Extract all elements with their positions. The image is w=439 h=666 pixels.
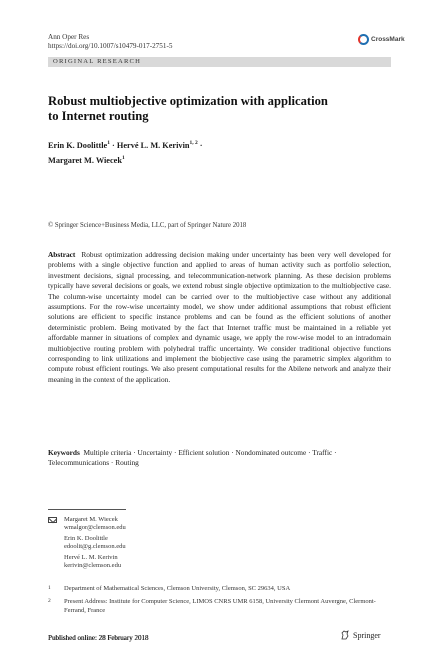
- keywords-label: Keywords: [48, 448, 80, 457]
- footnote-text: Present Address: Institute for Computer Science, LIMOS CNRS UMR 6158, University Clermont Auvergne, Clermont-Ferrand, France: [64, 598, 376, 614]
- contact-email[interactable]: wmalgor@clemson.edu: [64, 524, 126, 532]
- contact-email[interactable]: kerivin@clemson.edu: [64, 562, 122, 570]
- contact-name: Erin K. Doolittle: [64, 534, 108, 542]
- affiliation-marker: 1: [107, 140, 110, 146]
- crossmark-badge[interactable]: [358, 34, 405, 45]
- author-line-1: [48, 137, 368, 152]
- crossmark-label: CrossMark: [371, 36, 405, 43]
- author-name[interactable]: Hervé L. M. Kerivin: [116, 140, 190, 150]
- contact-name: Margaret M. Wiecek: [64, 516, 118, 523]
- copyright-notice: © Springer Science+Business Media, LLC, part of Springer Nature 2018: [48, 222, 247, 229]
- author-separator: ·: [197, 140, 203, 150]
- footnote-divider: [48, 509, 126, 510]
- footnote-text: Department of Mathematical Sciences, Clemson University, Clemson, SC 29634, USA: [64, 585, 291, 592]
- footnote: [48, 585, 391, 593]
- corresponding-author: [48, 516, 126, 533]
- contact-entry: [48, 535, 126, 552]
- crossmark-icon: [358, 34, 369, 45]
- author-list: [48, 137, 368, 167]
- section-label: ORIGINAL RESEARCH: [53, 58, 142, 65]
- publisher-name: Springer: [353, 630, 381, 640]
- abstract-label: Abstract: [48, 250, 76, 259]
- footnote-number: 2: [48, 598, 51, 605]
- title-line-2: to Internet routing: [48, 109, 149, 123]
- abstract-text: Robust optimization addressing decision making under uncertainty has been very well developed for problems with a single objective function and applied to areas of human activity such as portfolio selection, investment decisions, signal processing, and telecommunication-network planning. As these decision problems typically have several decisions or goals, we extend robust single objective optimization to the multiobjective case. The column-wise uncertainty model can be carried over to the multiobjective case without any additional assumptions. For the row-wise uncertainty model, we show under additional assumptions that robust efficient solutions are efficient to specific instance problems and can be found as the efficient solutions of another deterministic problem. Being motivated by the fact that Internet traffic must be maintained in a reliable yet affordable manner in situations of complex and dynamic usage, we apply the row-wise model to an intradomain multiobjective routing problem with polyhedral traffic uncertainty. We consider traditional objective functions corresponding to link utilizations and implement the biobjective case using the parametric simplex algorithm to compute robust efficient routings. We also present computational results for the Abilene network and analyze their meaning in the context of the application.: [48, 250, 391, 384]
- contact-name: Hervé L. M. Kerivin: [64, 553, 118, 561]
- footnote-number: 1: [48, 585, 51, 591]
- contact-email[interactable]: edoolit@g.clemson.edu: [64, 543, 126, 551]
- springer-horse-icon: [340, 630, 350, 640]
- publisher-logo: [340, 630, 381, 640]
- keywords: [48, 448, 391, 469]
- contact-entry: [48, 554, 126, 571]
- title-line-1: Robust multiobjective optimization with application: [48, 94, 328, 108]
- author-name[interactable]: Margaret M. Wiecek: [48, 155, 122, 165]
- affiliation-marker: 1, 2: [189, 140, 198, 146]
- contact-list: [48, 516, 126, 572]
- author-separator: ·: [109, 140, 117, 150]
- affiliation-footnotes: [48, 585, 391, 620]
- affiliation-marker: 1: [121, 154, 125, 161]
- journal-name: Ann Oper Res: [48, 33, 90, 41]
- publication-date: Published online: 28 February 2018: [48, 634, 149, 642]
- keywords-text: Multiple criteria · Uncertainty · Efficient solution · Nondominated outcome · Traffic · Telecommunications · Routing: [48, 448, 337, 468]
- author-line-2: [48, 152, 368, 167]
- abstract: [48, 250, 391, 385]
- section-bar: [48, 57, 391, 67]
- doi-link[interactable]: https://doi.org/10.1007/s10479-017-2751-5: [48, 42, 173, 50]
- envelope-icon: [48, 517, 57, 523]
- paper-title: [48, 94, 368, 124]
- author-name[interactable]: Erin K. Doolittle: [48, 140, 108, 150]
- footnote: [48, 598, 391, 615]
